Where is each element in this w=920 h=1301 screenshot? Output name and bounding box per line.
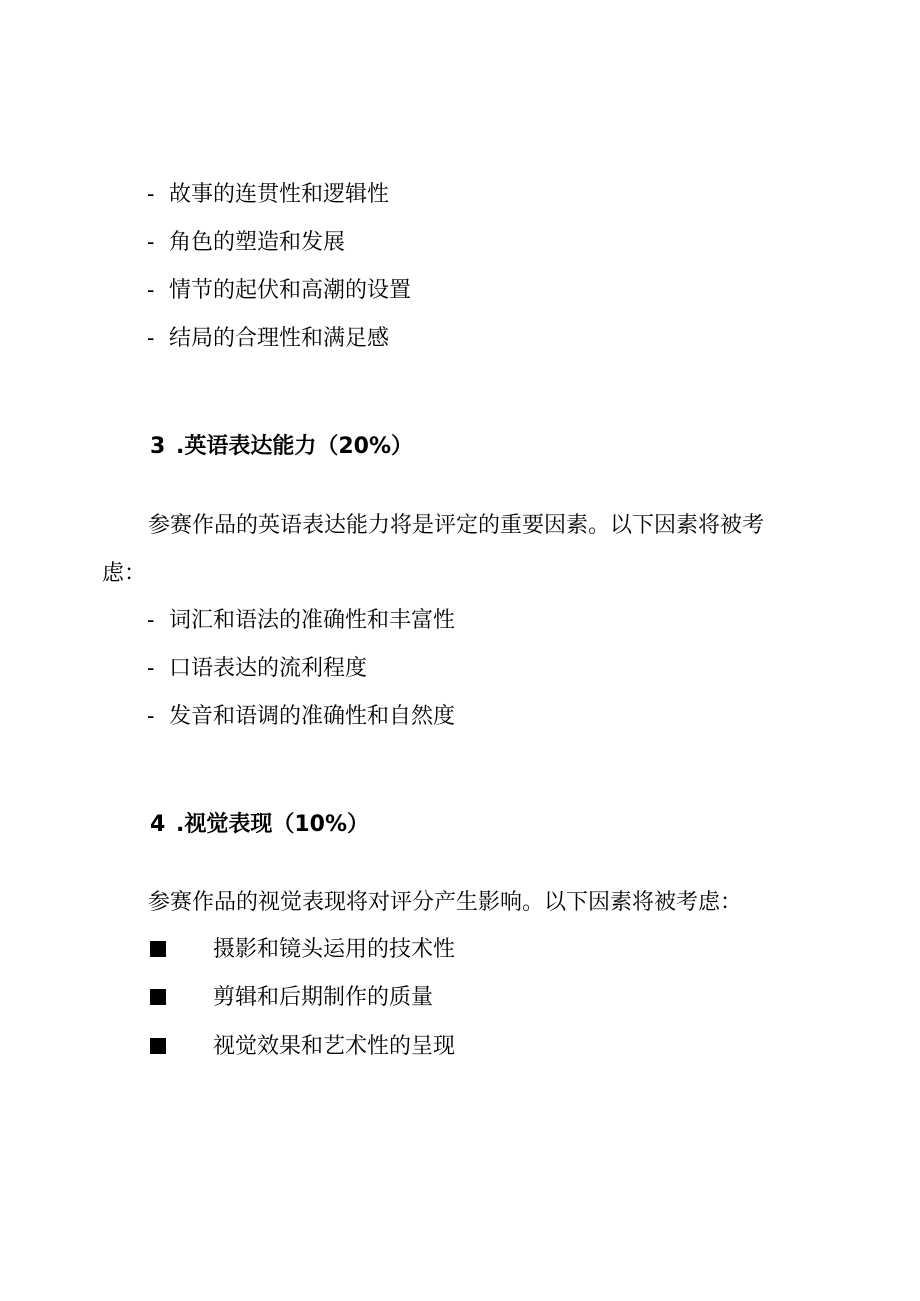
- list-item-text: 摄影和镜头运用的技术性: [213, 937, 456, 962]
- section-number: 4: [150, 812, 166, 837]
- list-item-text: 结局的合理性和满足感: [169, 326, 390, 351]
- section-heading: [150, 433, 413, 461]
- list-item: [147, 325, 389, 353]
- paragraph-line: 参赛作品的视觉表现将对评分产生影响。以下因素将被考虑：: [148, 890, 743, 915]
- list-item: [147, 181, 389, 209]
- list-item: [147, 703, 455, 731]
- section-heading: [150, 811, 369, 839]
- list-item: [150, 1033, 455, 1061]
- list-item: [147, 277, 411, 305]
- dash-bullet: -: [147, 704, 155, 729]
- list-item-text: 发音和语调的准确性和自然度: [169, 704, 456, 729]
- list-item-text: 视觉效果和艺术性的呈现: [213, 1034, 456, 1059]
- square-bullet-icon: [150, 1038, 166, 1054]
- paragraph-line: 虑：: [102, 561, 147, 586]
- dash-bullet: -: [147, 326, 155, 351]
- dash-bullet: -: [147, 182, 155, 207]
- list-item: [150, 936, 455, 964]
- list-item-text: 角色的塑造和发展: [169, 230, 346, 255]
- list-item-text: 故事的连贯性和逻辑性: [169, 182, 390, 207]
- list-item-text: 剪辑和后期制作的质量: [213, 985, 434, 1010]
- list-item-text: 情节的起伏和高潮的设置: [169, 278, 412, 303]
- list-item-text: 口语表达的流利程度: [169, 656, 368, 681]
- square-bullet-icon: [150, 941, 166, 957]
- list-item: [147, 229, 345, 257]
- list-item: [147, 607, 455, 635]
- paragraph-line: 参赛作品的英语表达能力将是评定的重要因素。以下因素将被考: [148, 513, 765, 538]
- dash-bullet: -: [147, 656, 155, 681]
- section-title: .视觉表现（10%）: [176, 812, 370, 837]
- square-bullet-icon: [150, 989, 166, 1005]
- dash-bullet: -: [147, 278, 155, 303]
- dash-bullet: -: [147, 608, 155, 633]
- section-number: 3: [150, 434, 166, 459]
- list-item: [147, 655, 367, 683]
- list-item-text: 词汇和语法的准确性和丰富性: [169, 608, 456, 633]
- dash-bullet: -: [147, 230, 155, 255]
- section-title: .英语表达能力（20%）: [176, 434, 414, 459]
- list-item: [150, 984, 433, 1012]
